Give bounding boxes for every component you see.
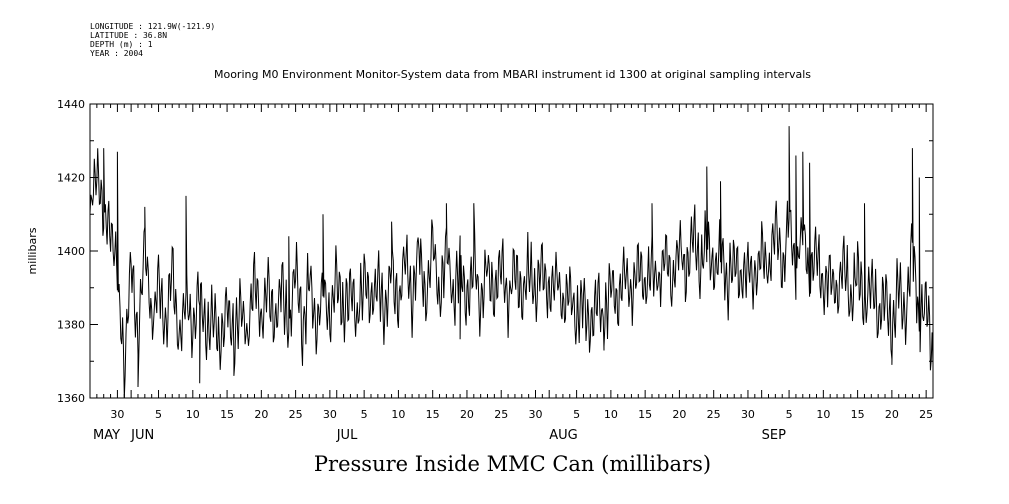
x-tick-label: 30 bbox=[740, 408, 755, 421]
x-tick-label: 20 bbox=[459, 408, 474, 421]
longitude-label: LONGITUDE : 121.9W(-121.9) bbox=[90, 22, 216, 31]
y-tick-label: 1400 bbox=[57, 245, 85, 258]
plot-frame bbox=[90, 104, 933, 398]
x-tick-label: 25 bbox=[706, 408, 721, 421]
x-tick-label: 30 bbox=[528, 408, 543, 421]
y-tick-label: 1380 bbox=[57, 318, 85, 332]
x-tick-label: 15 bbox=[425, 408, 440, 421]
x-month-label: AUG bbox=[549, 428, 578, 443]
plot-layer bbox=[57, 98, 933, 443]
x-tick-label: 30 bbox=[322, 408, 337, 421]
y-tick-label: 1420 bbox=[57, 171, 85, 185]
x-tick-label: 20 bbox=[254, 408, 269, 421]
x-tick-label: 5 bbox=[785, 408, 793, 421]
y-tick-label: 1440 bbox=[57, 98, 85, 111]
depth-label: DEPTH (m) : 1 bbox=[90, 40, 153, 49]
x-month-label: SEP bbox=[761, 428, 786, 443]
x-tick-label: 30 bbox=[110, 408, 125, 421]
latitude-label: LATITUDE : 36.8N bbox=[90, 31, 168, 40]
x-tick-label: 10 bbox=[603, 408, 618, 421]
y-axis-label: millibars bbox=[26, 227, 39, 275]
chart-title: Mooring M0 Environment Monitor-System data from MBARI instrument id 1300 at original sampling intervals bbox=[213, 68, 812, 81]
x-tick-label: 5 bbox=[360, 408, 368, 421]
x-month-label: JUL bbox=[336, 428, 358, 443]
x-tick-label: 20 bbox=[884, 408, 899, 421]
x-tick-label: 15 bbox=[638, 408, 653, 421]
x-tick-label: 10 bbox=[816, 408, 831, 421]
x-tick-label: 5 bbox=[155, 408, 163, 421]
x-tick-label: 15 bbox=[850, 408, 865, 421]
data-series-line bbox=[90, 126, 933, 398]
x-month-label: MAY bbox=[93, 428, 121, 443]
year-label: YEAR : 2004 bbox=[90, 49, 143, 58]
x-tick-label: 15 bbox=[220, 408, 235, 421]
x-tick-label: 5 bbox=[573, 408, 581, 421]
x-month-label: JUN bbox=[131, 428, 155, 443]
x-axis-title: Pressure Inside MMC Can (millibars) bbox=[313, 452, 712, 476]
x-tick-label: 10 bbox=[185, 408, 200, 421]
x-tick-label: 25 bbox=[494, 408, 509, 421]
y-tick-label: 1360 bbox=[57, 392, 85, 405]
x-tick-label: 10 bbox=[391, 408, 406, 421]
x-tick-label: 20 bbox=[672, 408, 687, 421]
x-tick-label: 25 bbox=[288, 408, 303, 421]
x-tick-label: 25 bbox=[919, 408, 934, 421]
